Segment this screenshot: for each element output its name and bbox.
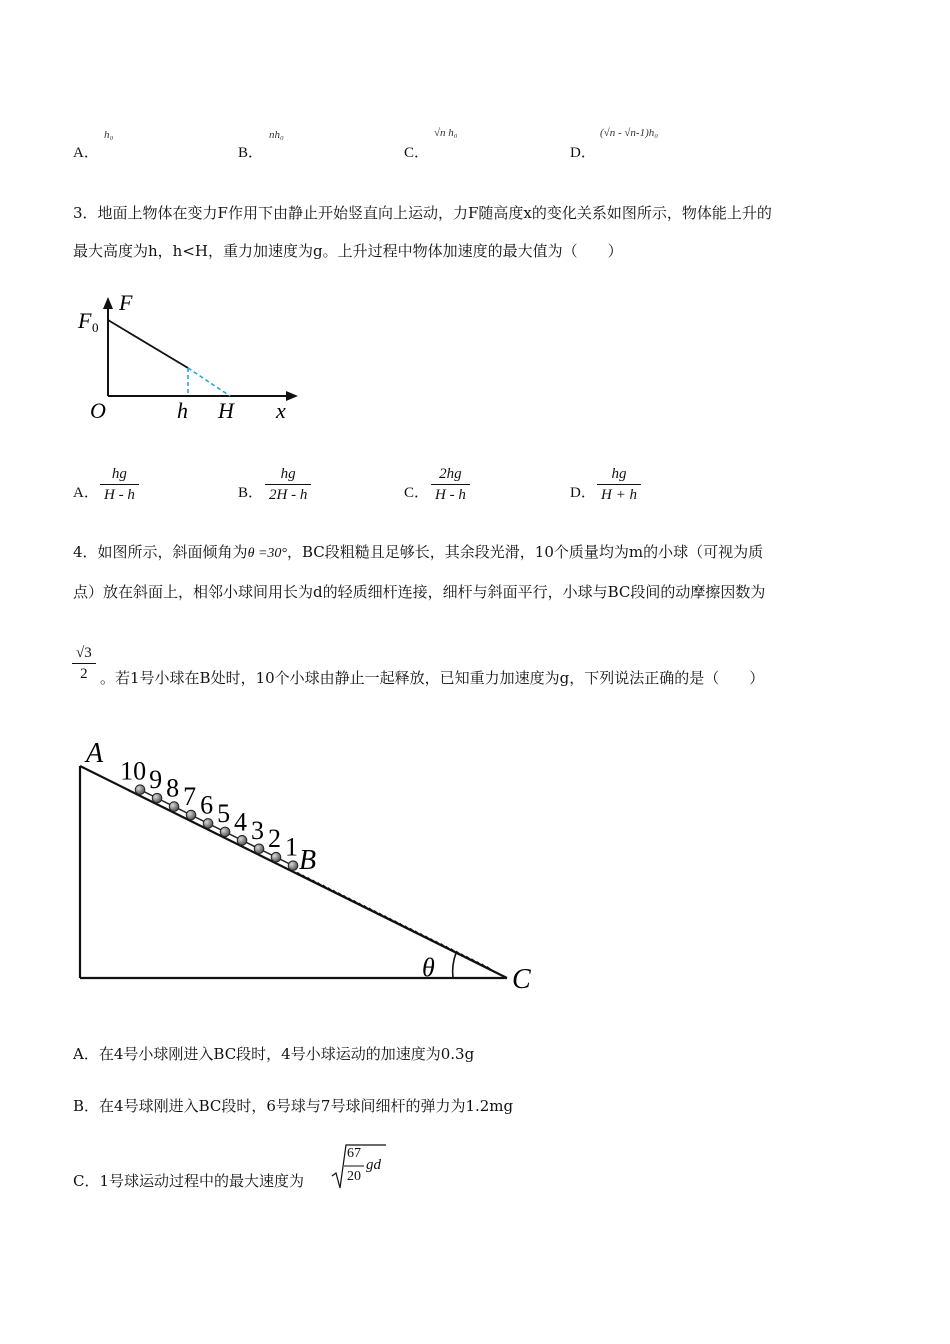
force-line-extension — [188, 368, 230, 396]
incline-hypotenuse — [80, 766, 507, 978]
force-line — [108, 320, 188, 368]
q4-option-c[interactable] — [73, 1170, 304, 1191]
q4-line3: 。若1号小球在B处时，10个小球由静止一起释放，已知重力加速度为g，下列说法正确的是（ ） — [100, 669, 765, 687]
q3-option-c-fraction — [431, 464, 470, 505]
q2-option-d-expr: (√n - √n-1)h₀ — [600, 127, 659, 139]
label-theta: θ — [422, 953, 435, 982]
q4-option-b-text: 在4号球刚进入BC段时，6号球与7号球间细杆的弹力为1.2mg — [99, 1097, 514, 1115]
q3-number: 3． — [73, 204, 98, 222]
ball-2 — [271, 852, 281, 862]
label-B: B — [299, 845, 317, 876]
ball-number-10: 10 — [120, 756, 147, 786]
q4-option-a[interactable] — [73, 1043, 474, 1064]
q2-option-b-expr: nh₀ — [269, 129, 284, 141]
rough-bc-hatching — [297, 872, 494, 971]
q4-option-b-label: B． — [73, 1097, 100, 1115]
ball-9 — [152, 793, 162, 803]
label-A: A — [86, 738, 104, 769]
ball-number-5: 5 — [217, 798, 231, 828]
q2-option-a-label[interactable]: A． — [73, 145, 99, 161]
q2-option-a-expr: h₀ — [104, 129, 114, 141]
q3-option-b-den: 2H - h — [269, 487, 308, 503]
q4-theta-expr: θ =30° — [247, 546, 287, 561]
q3-option-a-label[interactable]: A． — [73, 485, 99, 501]
q3-option-c-num: 2hg — [431, 464, 470, 485]
q3-text-line1: 地面上物体在变力F作用下由静止开始竖直向上运动，力F随高度x的变化关系如图所示，物体能上升的 — [97, 204, 772, 222]
q4-mu-den: 2 — [80, 666, 88, 682]
q4-option-b[interactable] — [73, 1095, 513, 1116]
q4-option-a-label: A． — [73, 1045, 99, 1063]
q4-option-c-text: 1号球运动过程中的最大速度为 — [99, 1172, 305, 1190]
q3-option-d-den: H + h — [601, 487, 637, 503]
q2-option-d-label[interactable]: D． — [570, 145, 596, 161]
ball-3 — [254, 844, 264, 854]
ball-10 — [135, 785, 145, 795]
q3-option-c-label[interactable]: C． — [404, 485, 430, 501]
f-axis-arrow — [103, 297, 113, 309]
q3-option-c-den: H - h — [435, 487, 466, 503]
ball-5 — [220, 827, 230, 837]
q3-option-a-num: hg — [100, 464, 139, 485]
label-O: O — [90, 398, 106, 423]
q3-option-b-num: hg — [265, 464, 311, 485]
ball-8 — [169, 802, 179, 812]
label-C: C — [512, 964, 531, 995]
label-x: x — [276, 398, 286, 423]
q4-line1 — [73, 533, 873, 573]
q3-stem — [73, 194, 873, 270]
q4-stem — [73, 533, 873, 611]
ball-1 — [288, 861, 298, 871]
ball-number-7: 7 — [183, 782, 197, 812]
q4-line2: 点）放在斜面上，相邻小球间用长为d的轻质细杆连接，细杆与斜面平行，小球与BC段间的动摩擦因数为 — [73, 583, 766, 601]
x-axis-arrow — [286, 391, 298, 401]
q3-option-b-label[interactable]: B． — [238, 485, 264, 501]
q4-number: 4． — [73, 543, 98, 561]
ball-number-2: 2 — [268, 824, 282, 854]
ball-number-4: 4 — [234, 807, 248, 837]
q4-option-c-root-den: 20 — [347, 1169, 361, 1184]
ball-number-6: 6 — [200, 790, 214, 820]
q3-force-height-graph — [70, 288, 310, 428]
ball-number-3: 3 — [251, 815, 265, 845]
q4-option-c-label: C． — [73, 1172, 100, 1190]
label-F0: F — [78, 308, 92, 333]
ball-4 — [237, 836, 247, 846]
q2-option-b-label[interactable]: B． — [238, 145, 264, 161]
ball-number-8: 8 — [166, 773, 180, 803]
label-F: F — [119, 290, 133, 315]
q4-text-line1b: ，BC段粗糙且足够长，其余段光滑，10个质量均为m的小球（可视为质 — [287, 543, 764, 561]
q3-line2: 最大高度为h，h<H，重力加速度为g。上升过程中物体加速度的最大值为（ ） — [73, 242, 623, 260]
q2-option-c-label[interactable]: C． — [404, 145, 430, 161]
label-H: H — [218, 398, 234, 423]
ball-7 — [186, 810, 196, 820]
ball-6 — [203, 819, 213, 829]
q4-incline-figure — [70, 732, 550, 998]
q2-option-c-expr: √n h₀ — [434, 127, 458, 139]
q4-mu-fraction — [72, 643, 96, 684]
q4-option-c-root-tail: gd — [366, 1157, 381, 1173]
q3-option-a-fraction — [100, 464, 139, 505]
q3-option-d-num: hg — [597, 464, 641, 485]
q3-option-d-fraction — [597, 464, 641, 505]
q4-mu-num: √3 — [72, 643, 96, 664]
ball-number-1: 1 — [285, 832, 299, 862]
q3-option-b-fraction — [265, 464, 311, 505]
q4-option-a-text: 在4号小球刚进入BC段时，4号小球运动的加速度为0.3g — [98, 1045, 475, 1063]
q4-option-c-root-num: 67 — [347, 1146, 361, 1161]
label-F0-sub: 0 — [92, 320, 99, 335]
q3-line1 — [73, 194, 873, 232]
ball-numbers — [120, 757, 298, 862]
label-h: h — [177, 398, 188, 423]
q3-option-d-label[interactable]: D． — [570, 485, 596, 501]
q4-text-line1a: 如图所示，斜面倾角为 — [97, 543, 248, 561]
q3-option-a-den: H - h — [104, 487, 135, 503]
angle-arc — [453, 953, 456, 978]
ball-number-9: 9 — [149, 765, 163, 795]
